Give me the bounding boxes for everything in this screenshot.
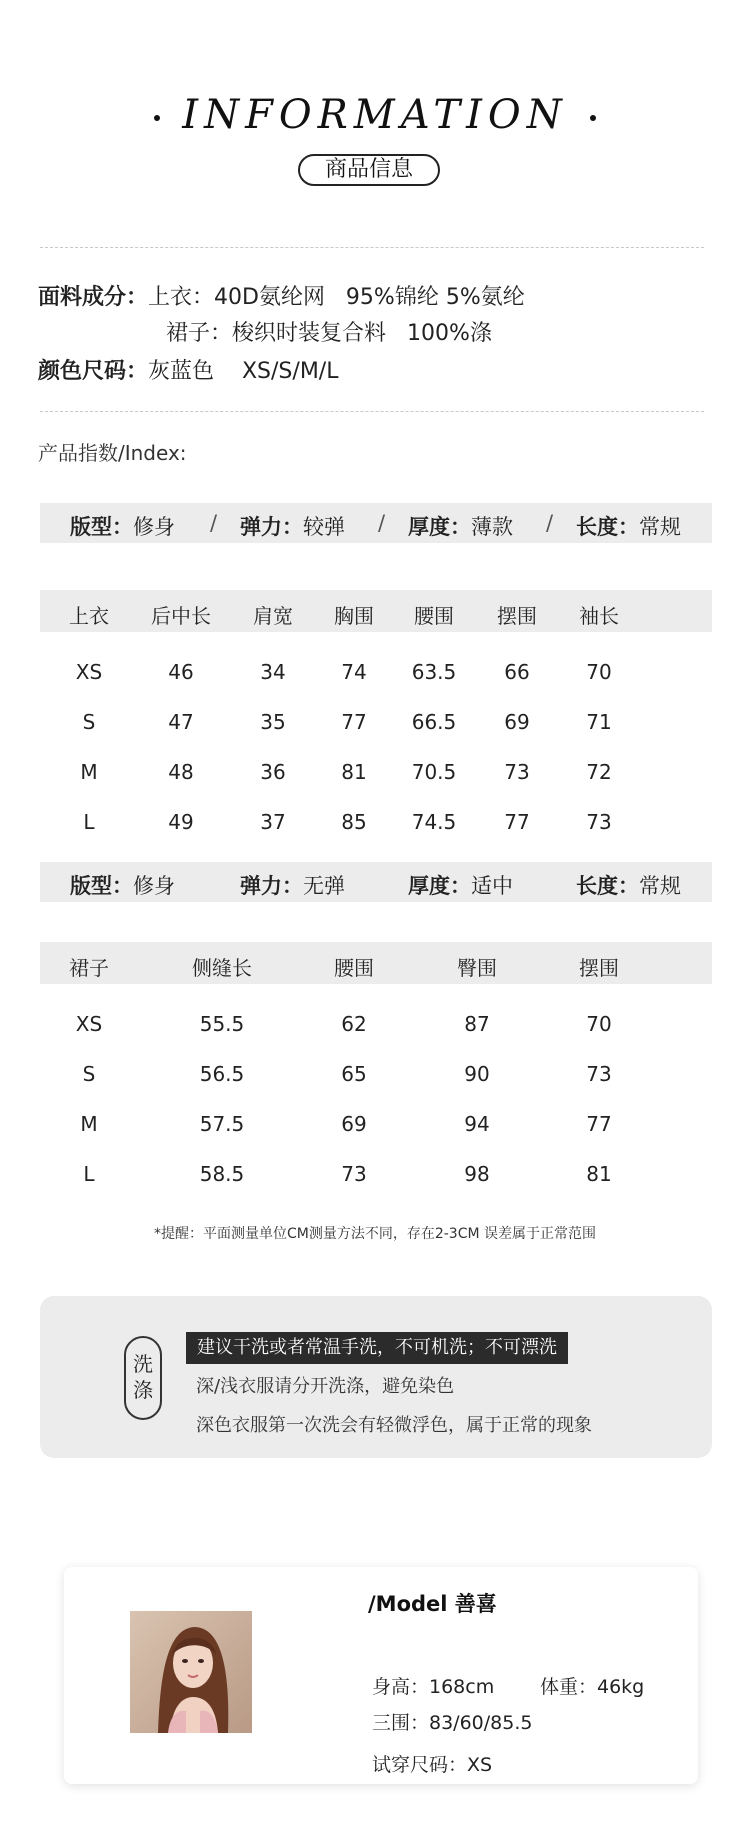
top-table-header — [40, 590, 712, 632]
fabric-line-1: 上衣：40D氨纶网 95%锦纶 5%氨纶 — [148, 285, 525, 310]
table-header-cell: 上衣 — [69, 604, 109, 628]
page-title: INFORMATION — [182, 92, 568, 138]
model-title: /Model 善喜 — [368, 1592, 497, 1616]
table-header-cell: 腰围 — [414, 604, 454, 628]
divider — [40, 247, 704, 248]
separator: / — [210, 511, 218, 535]
wash-line-1: 深/浅衣服请分开洗涤，避免染色 — [196, 1376, 455, 1397]
skirt-props-bar — [40, 862, 712, 902]
skirt-table-header — [40, 942, 712, 984]
model-photo — [130, 1611, 252, 1733]
color-size-value: 灰蓝色 XS/S/M/L — [148, 359, 339, 384]
bullet-dot-icon — [154, 115, 160, 121]
table-header-cell: 腰围 — [334, 956, 374, 980]
index-label: 产品指数/Index: — [38, 441, 187, 465]
prop-length: 长度：常规 — [576, 515, 681, 539]
table-header-cell: 侧缝长 — [192, 956, 252, 980]
wash-line-2: 深色衣服第一次洗会有轻微浮色，属于正常的现象 — [196, 1415, 592, 1436]
fabric-row — [38, 280, 525, 311]
separator: / — [378, 511, 386, 535]
prop-fit: 版型：修身 — [70, 515, 175, 539]
table-header-cell: 裙子 — [69, 956, 109, 980]
measurement-note: *提醒：平面测量单位CM测量方法不同，存在2-3CM 误差属于正常范围 — [153, 1226, 597, 1242]
model-measurements: 三围：83/60/85.5 — [372, 1712, 533, 1734]
table-header-cell: 后中长 — [151, 604, 211, 628]
model-tried-size: 试穿尺码：XS — [372, 1754, 493, 1776]
table-header-cell: 摆围 — [497, 604, 537, 628]
prop-thickness: 厚度：适中 — [408, 874, 513, 898]
wash-badge-bottom: 涤 — [133, 1378, 153, 1402]
color-label: 颜色尺码： — [38, 359, 149, 384]
model-photo-image — [130, 1611, 252, 1733]
wash-highlight: 建议干洗或者常温手洗，不可机洗；不可漂洗 — [186, 1332, 568, 1364]
table-header-cell: 臀围 — [457, 956, 497, 980]
prop-fit: 版型：修身 — [70, 874, 175, 898]
table-header-cell: 摆围 — [579, 956, 619, 980]
prop-elasticity: 弹力：无弹 — [240, 874, 345, 898]
divider — [40, 411, 704, 412]
model-height: 身高：168cm — [372, 1676, 495, 1698]
bullet-dot-icon — [590, 115, 596, 121]
header-title-row — [0, 92, 750, 138]
prop-length: 长度：常规 — [576, 874, 681, 898]
color-row — [38, 354, 338, 385]
table-header-cell: 肩宽 — [253, 604, 293, 628]
table-header-cell: 袖长 — [579, 604, 619, 628]
prop-thickness: 厚度：薄款 — [408, 515, 513, 539]
wash-badge — [124, 1336, 162, 1420]
fabric-line-2: 裙子：梭织时装复合料 100%涤 — [166, 321, 492, 346]
separator: / — [546, 511, 554, 535]
prop-elasticity: 弹力：较弹 — [240, 515, 345, 539]
fabric-label: 面料成分： — [38, 285, 149, 310]
table-header-cell: 胸围 — [334, 604, 374, 628]
top-props-bar — [40, 503, 712, 543]
wash-badge-top: 洗 — [133, 1352, 153, 1376]
model-weight: 体重：46kg — [540, 1676, 645, 1698]
section-subtitle-pill: 商品信息 — [298, 154, 440, 186]
